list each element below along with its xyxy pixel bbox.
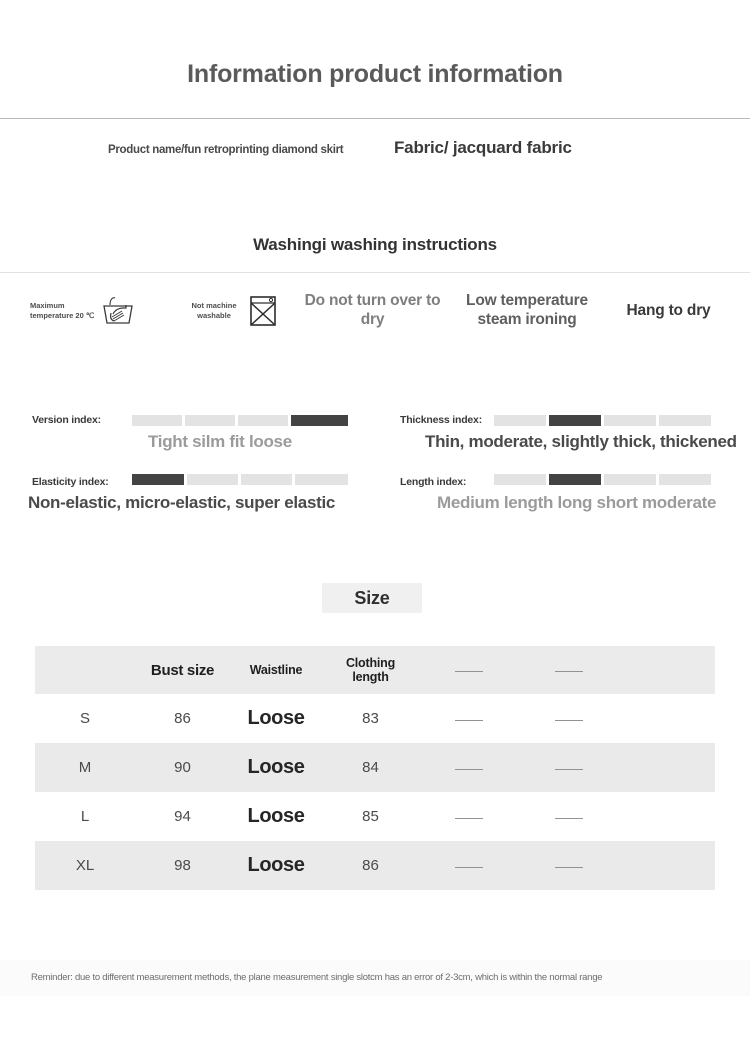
table-row: [35, 792, 715, 841]
version-index-segment-2: [185, 415, 235, 426]
size-section-title: Size: [354, 587, 390, 608]
header-cell-col6: ——: [555, 662, 583, 678]
length-index-bars: [494, 474, 711, 485]
product-name-label: Product name/fun retroprinting diamond skirt: [108, 144, 344, 156]
cell-bust: 90: [174, 759, 191, 776]
thickness-index-bars: [494, 415, 711, 426]
elasticity-index-label: Elasticity index:: [32, 476, 109, 488]
header-cell-bust: Bust size: [150, 661, 215, 679]
do-not-turn-line1: Do not turn over to: [304, 292, 441, 310]
cell-waistline: Loose: [247, 707, 305, 729]
divider-below-title: [0, 118, 750, 119]
header-cell-clothing-length: [322, 656, 419, 685]
low-temp-line1: Low temperature: [466, 292, 588, 310]
cell-bust: 86: [174, 710, 191, 727]
low-temp-line2: steam ironing: [477, 311, 577, 328]
not-machine-washable-caption: [186, 301, 242, 321]
wash-item-low-temperature-ironing: [452, 282, 602, 340]
table-row: [35, 694, 715, 743]
elasticity-index-segment-2: [187, 474, 238, 485]
cell-size: M: [78, 759, 92, 776]
length-index-segment-1: [494, 474, 546, 485]
thickness-index-label: Thickness index:: [400, 414, 482, 426]
product-name-row: [0, 138, 750, 166]
thickness-index-segment-1: [494, 415, 546, 426]
cell-clothing-length: 85: [362, 808, 379, 825]
table-row: [35, 841, 715, 890]
cell-col5: ——: [455, 857, 483, 874]
version-index-segment-1: [132, 415, 182, 426]
elasticity-index-segment-4: [295, 474, 348, 485]
do-not-turn-line2: dry: [360, 311, 385, 328]
version-index-segment-4: [291, 415, 348, 426]
cell-waistline: Loose: [247, 854, 305, 876]
not-machine-line2: washable: [197, 311, 231, 320]
size-table: [35, 646, 715, 890]
cell-clothing-length: 83: [362, 710, 379, 727]
cell-size: S: [79, 710, 90, 727]
cell-col6: ——: [555, 857, 583, 874]
footer-reminder: Reminder: due to different measurement methods, the plane measurement single slotcm has an error of 2-3cm, which is within the normal range: [31, 972, 603, 983]
cell-waistline: Loose: [247, 756, 305, 778]
table-row: [35, 743, 715, 792]
max-temperature-line2: temperature 20 ℃: [30, 311, 95, 320]
no-machine-wash-icon: [246, 293, 280, 329]
cell-col6: ——: [555, 759, 583, 776]
header-clothing-line1: Clothing: [345, 655, 396, 670]
elasticity-index-segment-1: [132, 474, 184, 485]
cell-col6: ——: [555, 710, 583, 727]
low-temperature-ironing-text: [466, 292, 588, 329]
wash-item-max-temperature: [30, 282, 150, 340]
elasticity-index-description: Non-elastic, micro-elastic, super elastic: [28, 493, 336, 512]
length-index-segment-4: [659, 474, 711, 485]
cell-bust: 94: [174, 808, 191, 825]
cell-col5: ——: [455, 759, 483, 776]
size-table-header-row: [35, 646, 715, 694]
thickness-index-segment-2: [549, 415, 601, 426]
wash-item-do-not-tumble-dry: [300, 282, 445, 340]
length-index-label: Length index:: [400, 476, 467, 488]
cell-clothing-length: 84: [362, 759, 379, 776]
thickness-index-segment-3: [604, 415, 656, 426]
washing-icons-row: [0, 282, 750, 340]
hang-to-dry-text: Hang to dry: [626, 301, 711, 319]
hand-wash-basin-icon: [100, 293, 136, 329]
not-machine-line1: Not machine: [191, 300, 237, 310]
cell-col5: ——: [455, 808, 483, 825]
header-clothing-line2: length: [352, 670, 389, 684]
elasticity-index-segment-3: [241, 474, 292, 485]
max-temperature-line1: Maximum: [30, 300, 65, 310]
wash-item-not-machine-washable: [186, 282, 296, 340]
version-index-description: Tight silm fit loose: [148, 432, 292, 451]
cell-bust: 98: [174, 857, 191, 874]
cell-size: XL: [75, 857, 95, 874]
length-index-segment-2: [549, 474, 601, 485]
wash-item-hang-to-dry: [606, 282, 731, 340]
thickness-index-description: Thin, moderate, slightly thick, thickened: [425, 432, 737, 451]
divider-below-washing-title: [0, 272, 750, 273]
do-not-turn-over-text: [305, 292, 441, 329]
cell-size: L: [80, 808, 90, 825]
max-temperature-caption: [30, 300, 95, 321]
page-title: Information product information: [187, 60, 563, 88]
cell-waistline: Loose: [247, 805, 305, 827]
washing-instructions-title: Washingi washing instructions: [253, 235, 497, 254]
version-index-label: Version index:: [32, 414, 101, 426]
cell-col5: ——: [455, 710, 483, 727]
size-section-title-wrap: [322, 583, 422, 613]
length-index-segment-3: [604, 474, 656, 485]
version-index-segment-3: [238, 415, 288, 426]
header-cell-waistline: Waistline: [249, 663, 303, 677]
cell-col6: ——: [555, 808, 583, 825]
cell-clothing-length: 86: [362, 857, 379, 874]
version-index-bars: [132, 415, 348, 426]
header-cell-col5: ——: [455, 662, 483, 678]
elasticity-index-bars: [132, 474, 348, 485]
thickness-index-segment-4: [659, 415, 711, 426]
length-index-description: Medium length long short moderate: [437, 493, 717, 512]
product-fabric-label: Fabric/ jacquard fabric: [394, 138, 572, 157]
